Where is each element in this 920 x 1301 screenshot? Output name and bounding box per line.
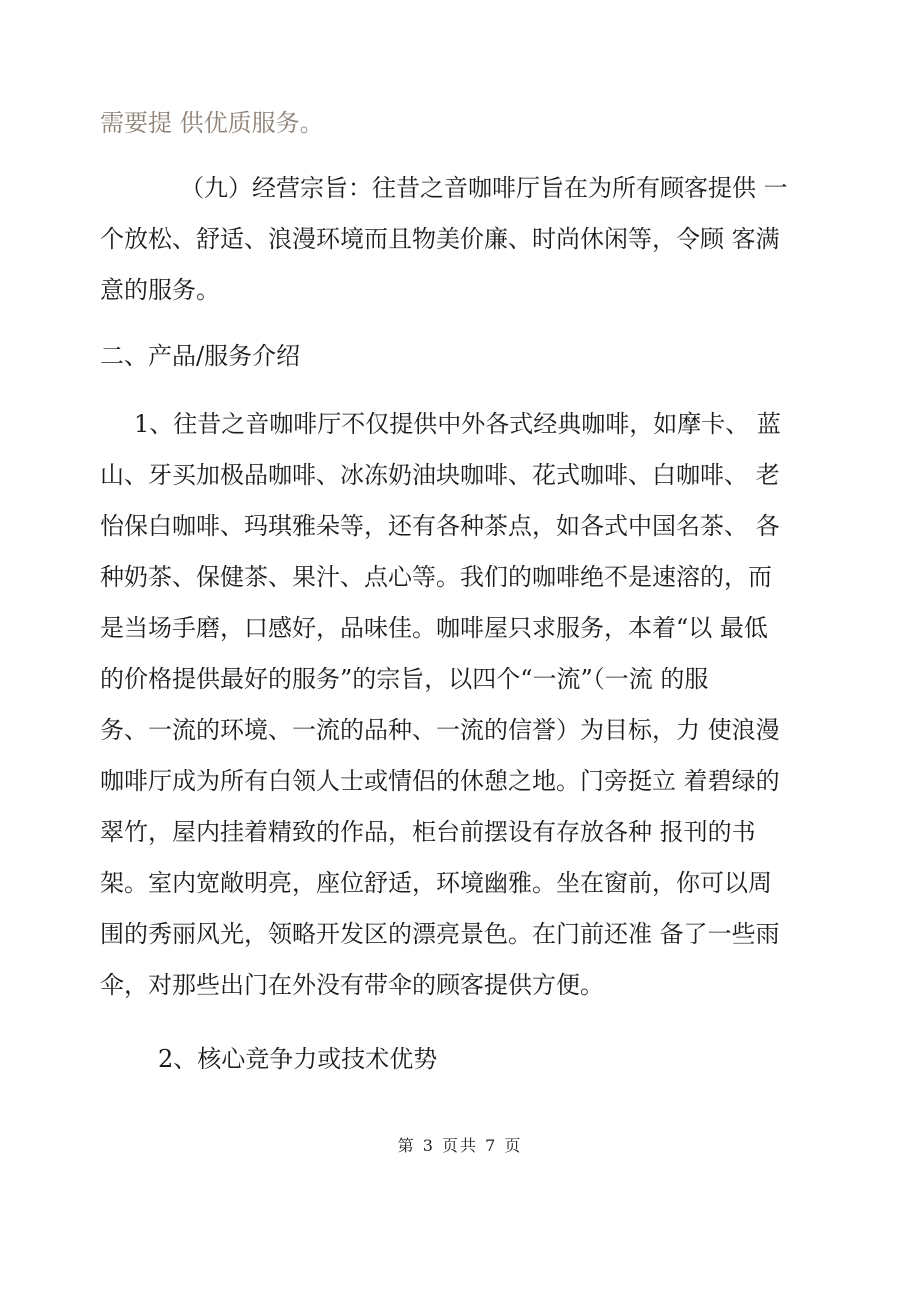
text-line: 翠竹，屋内挂着精致的作品，柜台前摆设有存放各种 报刊的书 bbox=[100, 818, 756, 846]
text-line-paragraph-start: 1、往昔之音咖啡厅不仅提供中外各式经典咖啡，如摩卡、 蓝 bbox=[134, 410, 781, 438]
text-line-continuation: 需要提 供优质服务。 bbox=[100, 109, 324, 137]
page-number-footer: 第 3 页共 7 页 bbox=[397, 1136, 523, 1155]
text-line: 种奶茶、保健茶、果汁、点心等。我们的咖啡绝不是速溶的，而 bbox=[100, 563, 772, 591]
text-line: 的价格提供最好的服务”的宗旨，以四个“一流”（一流 的服 bbox=[100, 665, 709, 693]
text-line: 意的服务。 bbox=[100, 276, 220, 304]
section-heading-products: 二、产品/服务介绍 bbox=[100, 342, 301, 370]
text-line: 个放松、舒适、浪漫环境而且物美价廉、时尚休闲等，令顾 客满 bbox=[100, 225, 780, 253]
text-line: 咖啡厅成为所有白领人士或情侣的休憩之地。门旁挺立 着碧绿的 bbox=[100, 767, 780, 795]
text-line: 伞，对那些出门在外没有带伞的顾客提供方便。 bbox=[100, 971, 604, 999]
text-line: 务、一流的环境、一流的品种、一流的信誉）为目标，力 使浪漫 bbox=[100, 716, 780, 744]
subheading-core-competitiveness: 2、核心竞争力或技术优势 bbox=[158, 1045, 438, 1073]
text-line: 山、牙买加极品咖啡、冰冻奶油块咖啡、花式咖啡、白咖啡、 老 bbox=[100, 461, 780, 489]
text-line: 围的秀丽风光，领略开发区的漂亮景色。在门前还准 备了一些雨 bbox=[100, 920, 780, 948]
text-line: 架。室内宽敞明亮，座位舒适，环境幽雅。坐在窗前，你可以周 bbox=[100, 869, 772, 897]
text-line: 是当场手磨，口感好，品味佳。咖啡屋只求服务，本着“以 最低 bbox=[100, 614, 768, 642]
text-line-section-nine-heading: （九）经营宗旨：往昔之音咖啡厅旨在为所有顾客提供 一 bbox=[180, 174, 788, 202]
text-line: 怡保白咖啡、玛琪雅朵等，还有各种茶点，如各式中国名茶、 各 bbox=[100, 512, 780, 540]
